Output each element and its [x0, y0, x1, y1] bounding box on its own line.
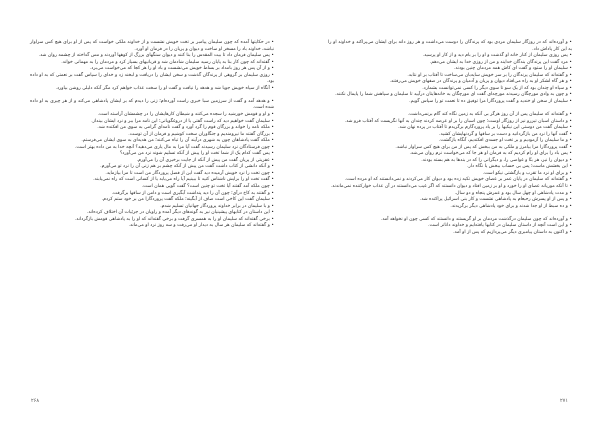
text-paragraph: • گفت تخت او را برایش ناشناس کنید تا ببینیم آیا راه می‌یابد یا از کسانی است که راه نمی‌یابند.: [93, 177, 274, 183]
text-paragraph: • تا آنکه موریانه عصای او را خورد و او بر زمین افتاد و دیوان دانستند که اگر غیب می‌دانستند در آن عذاب خوارکننده نمی‌ماندند.: [330, 183, 572, 189]
text-paragraph: • پس گفت کدام یک از شما تخت او را پیش از آنکه تسلیم شوند نزد من می‌آورد؟: [119, 151, 274, 157]
text-paragraph: • گفت آنها را نزد من بازگردانید و دست بر ساقها و گردنهایشان کشید.: [439, 131, 572, 137]
text-paragraph: • و چون به وادی مورچگان رسیدند مورچه‌ای گفت ای مورچگان به خانه‌هایتان درآیید تا سلیمان و سپاهش شما را پایمال نکنند.: [335, 92, 572, 98]
text-paragraph: • و گفته‌اند که سلیمان در پایان عمر بر عصای خویش تکیه زده بود و دیوان کار می‌کردند و نمی‌دانستند که او مرده است.: [344, 177, 572, 183]
text-paragraph: • آنگاه از سپاه خویش جویا شد و هدهد را نیافت و گفت او را سخت عذاب خواهم کرد مگر آنکه دلیلی روشن بیاورد.: [55, 85, 274, 91]
left-page-text-column: [30, 40, 274, 230]
right-page-text-column: [328, 40, 572, 236]
text-paragraph: • در حکایتها آمده که چون سلیمان پیامبر بر تخت خویش نشست و از خداوند ملکی خواست که پس از او برای هیچ کس سزاوار نباشد، خداوند باد را مسخر او ساخت و دیوان و پریان را در فرمان او آورد.: [30, 40, 274, 52]
text-paragraph: • و مدت پادشاهی او چهل سال بود و عمرش پنجاه و دو سال.: [454, 190, 572, 196]
right-page: [300, 0, 600, 424]
text-paragraph: • و برای او نزد ما تقرب و بازگشتی نیکو است.: [482, 170, 572, 176]
text-paragraph: • پس روزی سلیمان از کنار خانه او گذشت و او را بر بام دید و از کار او پرسید.: [422, 53, 572, 59]
text-paragraph: • سلیمان او را ستود و گفت ای کاش همه مردمان چنین بودند.: [453, 66, 572, 72]
text-paragraph: • پس باد را برای او رام کردیم که به فرمان او هر جا که می‌خواست نرم روان می‌شد.: [409, 151, 572, 157]
text-paragraph: • سلیمان گفت خواهیم دید که راست گفتی یا از دروغگویانی؛ این نامه مرا ببر و نزد ایشان بینداز.: [91, 118, 274, 124]
text-paragraph: • و هدهد آمد و گفت از سرزمین سبا خبری راست آورده‌ام؛ زنی را دیدم که بر ایشان پادشاهی می‌کند و از هر چیزی به او داده شده است.: [30, 98, 274, 111]
text-paragraph: • چون ملکه آمد گفتند آیا تخت تو چنین است؟ گفت گویی همان است.: [141, 183, 274, 189]
text-paragraph: • و او و قومش خورشید را سجده می‌کنند و شیطان کارهایشان را در چشمشان آراسته است.: [97, 111, 274, 117]
text-paragraph: • و گفته‌اند که سلیمان پس از آن روز هرگز بی آنکه به زمین نگاه کند گام برنمی‌داشت.: [407, 111, 572, 117]
left-page-number: ۲۶۸: [31, 398, 40, 404]
text-paragraph: • و از آن پس هر روز بامداد بر بساط خویش می‌نشست و باد او را هر کجا که می‌خواست می‌برد.: [89, 66, 274, 72]
text-paragraph: • سلیمان از سخن او خندید و گفت پروردگارا مرا توفیق ده تا نعمت تو را سپاس گویم.: [409, 98, 572, 104]
text-paragraph: • و سپاه او چندان بود که از یک سو تا سوی دیگر را کسی نمی‌توانست بشمارد.: [422, 85, 572, 91]
text-paragraph: • و آورده‌اند که چون سلیمان درگذشت مردمان بر او گریستند و دانستند که کسی چون او نخواهد آمد.: [380, 216, 572, 222]
text-paragraph: • بزرگان گفتند ما نیرومندیم و جنگاوران سخت کوشیم و فرمان از آن توست.: [128, 131, 274, 137]
text-paragraph: • سلیمان گفت این کاخی است صاف از آبگینه؛ ملکه گفت پروردگارا من بر خود ستم کردم.: [101, 197, 274, 203]
text-paragraph: • پس سلیمان فرمان داد تا بیت المقدس را بنا کنند و دیوان سنگهای بزرگ از کوهها آوردند و مس گداخته از چشمه روان شد.: [38, 53, 274, 59]
text-paragraph: • و این است آنچه از داستان سلیمان در کتابها یافته‌ایم و خداوند داناتر است.: [428, 223, 572, 229]
text-paragraph: • و ده سبط از او جدا شدند و برای خود پادشاهی دیگر برگزیدند.: [450, 203, 572, 209]
text-paragraph: • و گفتند به کاخ درآی؛ چون آن را دید پنداشت آبگیری است و دامن از ساقها برگرفت.: [111, 190, 274, 196]
text-paragraph: • و داستان اسبان تیزرو نیز از روزگار اوست؛ چون اسبان را بر او عرضه کردند چندان به آنها نگریست که آفتاب فرو شد.: [344, 118, 572, 124]
text-paragraph: • گفته‌اند که چون کار بنا به پایان رسید سلیمان شادمان شد و قربانیهای بسیار کرد و مردمان را به مهمانی خواند.: [61, 59, 274, 65]
text-paragraph: • گفت پروردگارا مرا بیامرز و ملکی به من ببخش که پس از من برای هیچ کس سزاوار نباشد.: [395, 144, 572, 150]
text-paragraph: • و پس از او پسرش رحبعام به پادشاهی نشست و کار بنی اسرائیل پراکنده شد.: [419, 197, 572, 203]
text-paragraph: • این بخشش ماست؛ پس بی حساب ببخش یا نگاه دار.: [467, 164, 572, 170]
text-paragraph: • و هر گاه لشکر او به راه می‌افتاد دیوان و پریان و آدمیان و پرندگان در صفهای خویش می‌رفتند.: [389, 79, 572, 85]
text-paragraph: • مرد گفت این پرندگان بندگان خدایند و من از روزی خدا به ایشان می‌دهم.: [429, 59, 572, 65]
text-paragraph: • و با سلیمان در برابر خداوند پروردگار جهانیان تسلیم شدم.: [160, 203, 274, 209]
text-paragraph: • چون فرستادگان نزد سلیمان رسیدند گفت آیا مرا به مال یاری می‌دهید؟ آنچه خدا به من داده بهتر است.: [74, 144, 274, 150]
text-paragraph: • ملکه نامه را خواند و بزرگان قوم را گرد آورد و گفت نامه‌ای گرامی به سوی من افکنده شد.: [97, 125, 274, 131]
text-paragraph: • و گفته‌اند که سلیمان پرندگان را بر سر خویش سایه‌بان می‌ساخت تا آفتاب بر او نتابد.: [407, 72, 572, 78]
text-paragraph: • سلیمان گفت من دوستی این نیکیها را بر یاد پروردگارم برگزیدم تا آفتاب در پرده نهان شد.: [398, 125, 572, 131]
text-paragraph: • و دیوان را نیز، هر بنّا و غواصی را، و دیگرانی را که در بندها به هم بسته بودند.: [421, 157, 572, 163]
text-paragraph: • عفریتی از پریان گفت من پیش از آنکه از جایت برخیزی آن را می‌آورم.: [136, 157, 274, 163]
text-paragraph: • برخی گفته‌اند که سلیمان او را به همسری گرفت و برخی گفته‌اند که او را به پادشاهی قومش بازگرداند.: [74, 216, 274, 222]
text-paragraph: • و آنکه دانشی از کتاب داشت گفت من پیش از آنکه چشم بر هم زنی آن را نزد تو می‌آورم.: [100, 164, 274, 170]
text-paragraph: • و آورده‌اند که در روزگار سلیمان مردی بود که پرندگان را دوست می‌داشت و هر روز دانه برای ایشان می‌پراکند و خداوند او را به این کار پاداش داد.: [328, 40, 572, 52]
text-paragraph: • این داستان در کتابهای پیشینیان نیز به گونه‌های دیگر آمده و راویان در جزئیات آن اختلاف کرده‌اند.: [86, 210, 274, 216]
text-paragraph: • چون تخت را نزد خویش آرمیده دید گفت این از فضل پروردگار من است تا مرا بیازماید.: [105, 170, 274, 176]
right-page-number: ۲۷۱: [560, 398, 569, 404]
text-paragraph: • و گفته‌اند که سلیمان هر سال به دیدار او می‌رفت و سه روز نزد او می‌ماند.: [128, 223, 274, 229]
text-paragraph: • ملکه گفت پادشاهان چون به شهری درآیند آن را تباه می‌کنند؛ من هدیه‌ای به سوی ایشان می‌فرستم.: [81, 138, 274, 144]
text-paragraph: • و ما سلیمان را آزمودیم و بر تخت او جسدی افکندیم، آنگاه بازگشت.: [438, 138, 572, 144]
text-paragraph: • و اکنون به داستان پیامبری دیگر می‌پردازیم که پس از او آمد.: [453, 229, 572, 235]
text-paragraph: • روزی سلیمان بر گروهی از پرندگان گذشت و سخن ایشان را دریافت و لبخند زد و خدای را سپاس گفت بر نعمتی که به او داده بود.: [30, 72, 274, 85]
